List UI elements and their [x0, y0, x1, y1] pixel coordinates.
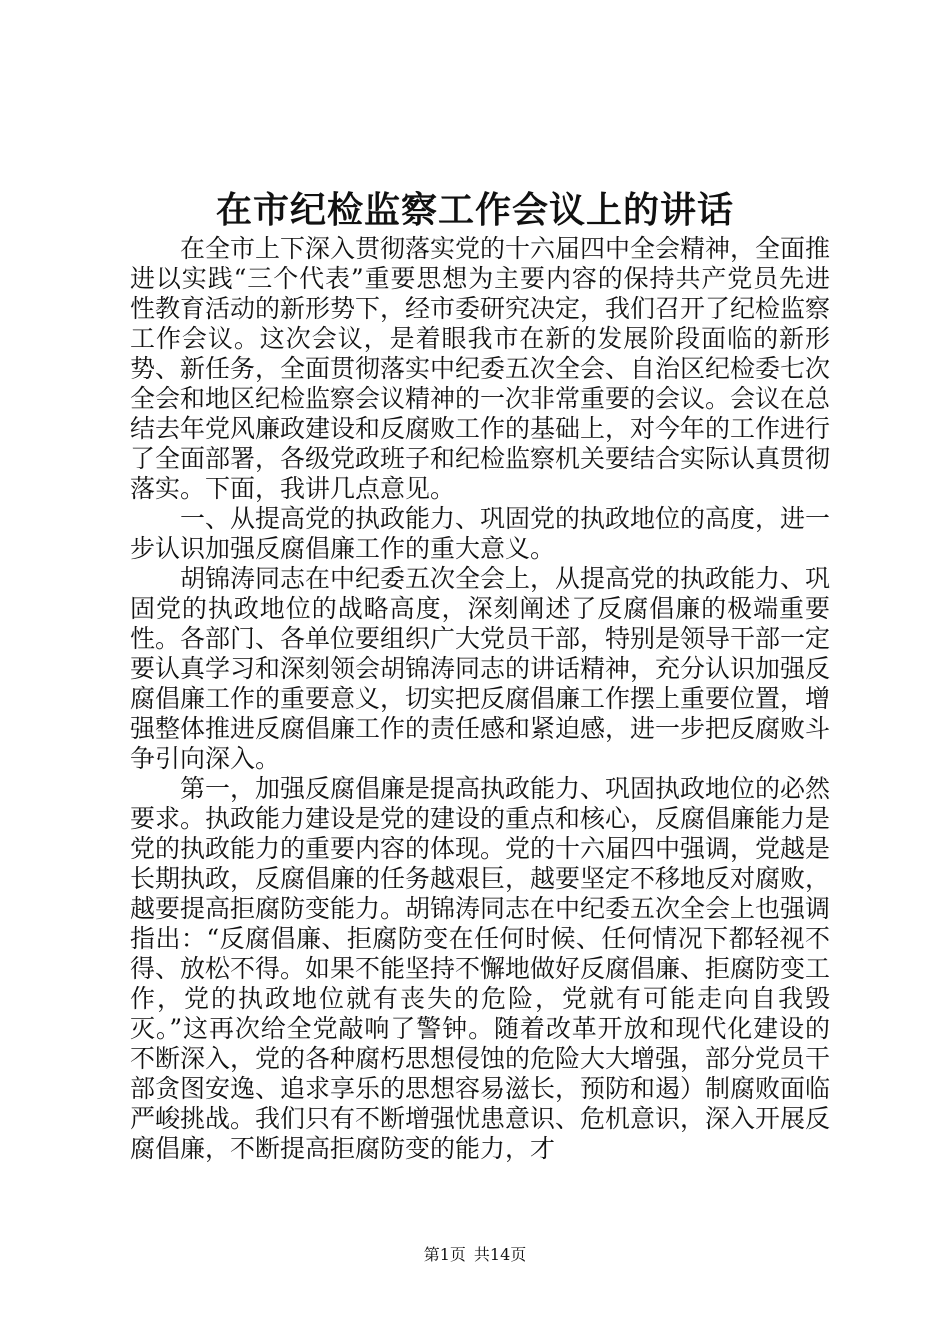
page-footer	[0, 1244, 950, 1266]
paragraph-section-heading: 一、从提高党的执政能力、巩固党的执政地位的高度，进一步认识加强反腐倡廉工作的重大意义。	[130, 504, 831, 563]
paragraph-intro: 在全市上下深入贯彻落实党的十六届四中全会精神，全面推进以实践“三个代表”重要思想为主要内容的保持共产党员先进性教育活动的新形势下，经市委研究决定，我们召开了纪检监察工作会议。这次会议，是着眼我市在新的发展阶段面临的新形势、新任务，全面贯彻落实中纪委五次全会、自治区纪检委七次全会和地区纪检监察会议精神的一次非常重要的会议。会议在总结去年党风廉政建设和反腐败工作的基础上，对今年的工作进行了全面部署，各级党政班子和纪检监察机关要结合实际认真贯彻落实。下面，我讲几点意见。	[130, 234, 831, 503]
paragraph-hu-jintao-speech: 胡锦涛同志在中纪委五次全会上，从提高党的执政能力、巩固党的执政地位的战略高度，深刻阐述了反腐倡廉的极端重要性。各部门、各单位要组织广大党员干部，特别是领导干部一定要认真学习和深刻领会胡锦涛同志的讲话精神，充分认识加强反腐倡廉工作的重要意义，切实把反腐倡廉工作摆上重要位置，增强整体推进反腐倡廉工作的责任感和紧迫感，进一步把反腐败斗争引向深入。	[130, 564, 831, 773]
page-number: 第1页	[423, 1245, 466, 1264]
document-body	[130, 234, 830, 1164]
page-total: 共14页	[473, 1245, 527, 1264]
paragraph-point-one: 第一，加强反腐倡廉是提高执政能力、巩固执政地位的必然要求。执政能力建设是党的建设的重点和核心，反腐倡廉能力是党的执政能力的重要内容的体现。党的十六届四中强调，党越是长期执政，反腐倡廉的任务越艰巨，越要坚定不移地反对腐败，越要提高拒腐防变能力。胡锦涛同志在中纪委五次全会上也强调指出：“反腐倡廉、拒腐防变在任何时候、任何情况下都轻视不得、放松不得。如果不能坚持不懈地做好反腐倡廉、拒腐防变工作，党的执政地位就有丧失的危险，党就有可能走向自我毁灭。”这再次给全党敲响了警钟。随着改革开放和现代化建设的不断深入，党的各种腐朽思想侵蚀的危险大大增强，部分党员干部贪图安逸、追求享乐的思想容易滋长，预防和遏）制腐败面临严峻挑战。我们只有不断增强忧患意识、危机意识，深入开展反腐倡廉，不断提高拒腐防变的能力，才	[130, 774, 831, 1163]
document-title: 在市纪检监察工作会议上的讲话	[215, 189, 734, 231]
